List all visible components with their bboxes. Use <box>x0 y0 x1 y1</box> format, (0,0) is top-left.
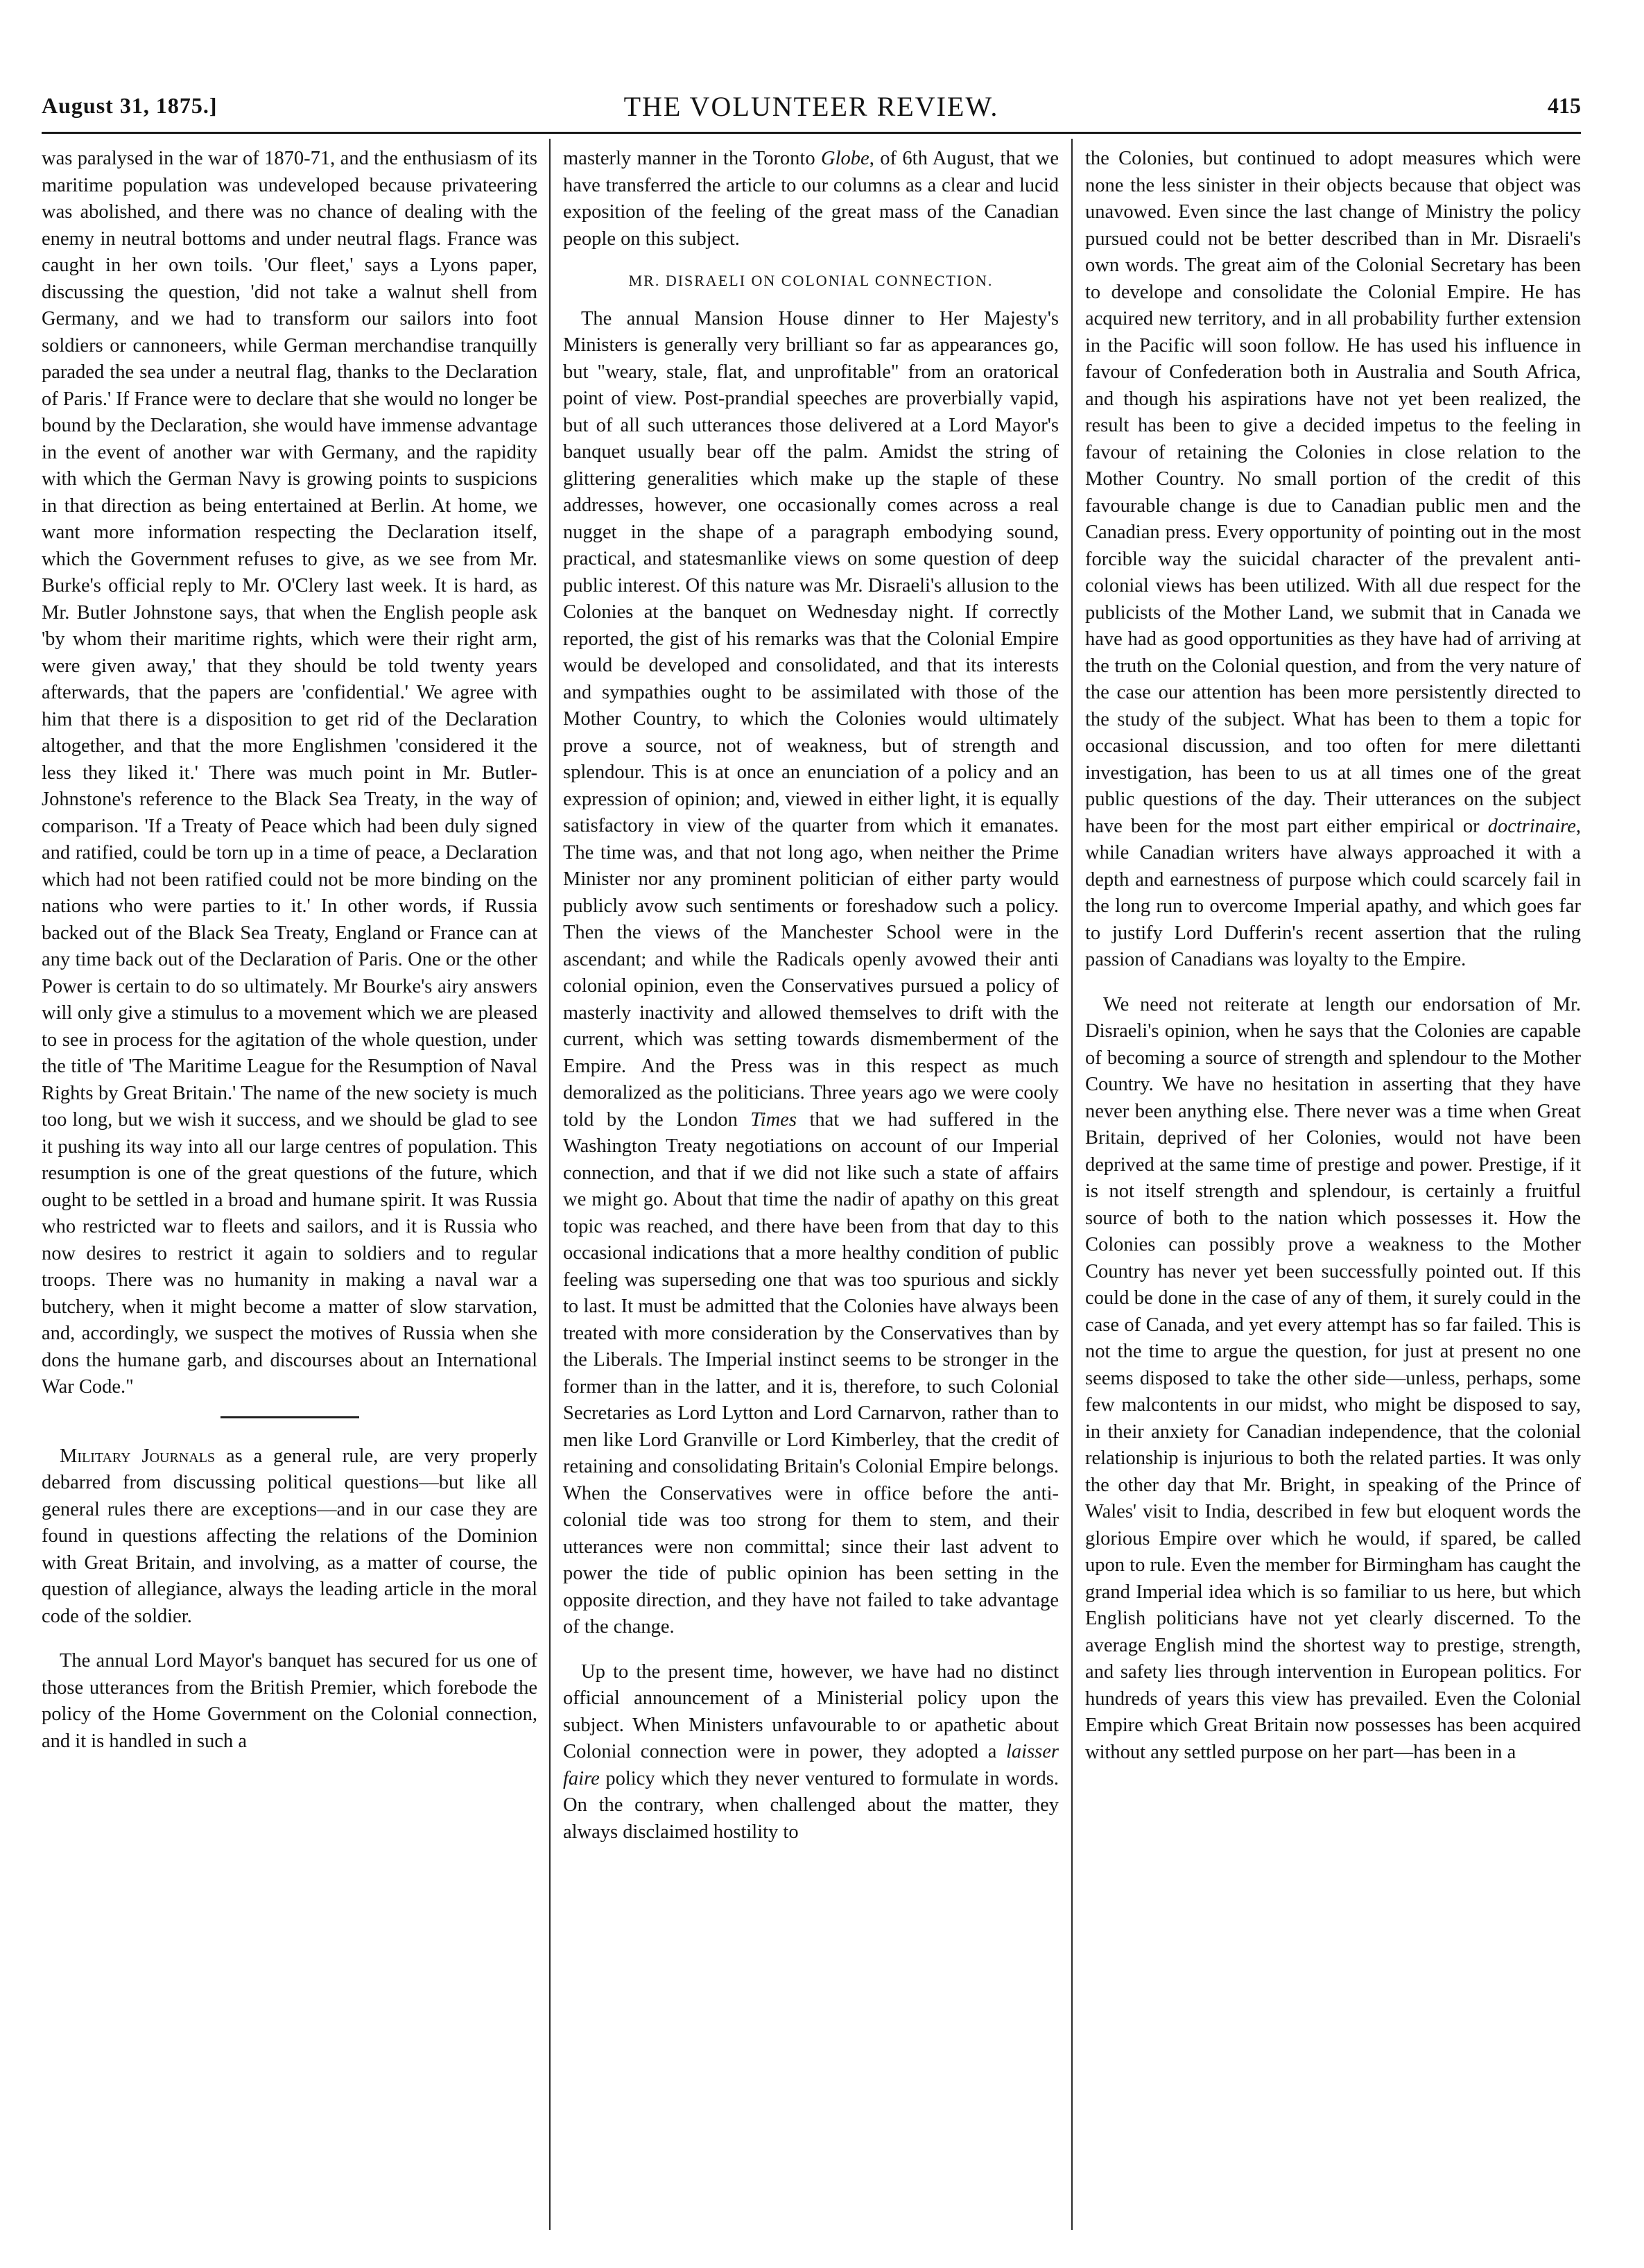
paragraph-text: policy which they never ventured to formulate in words. On the contrary, when challenged about the matter, they always disclaimed hostility to <box>563 1767 1059 1843</box>
paragraph-text: Up to the present time, however, we have had no distinct official announcement of a Ministerial policy upon the subject. When Ministers unfavourable to or apathetic about Colonial connection were in power, they adopted a <box>563 1660 1059 1762</box>
article-paragraph <box>1085 146 1581 974</box>
article-paragraph <box>42 1443 537 1631</box>
paragraph-text: that we had suffered in the Washington Treaty negotiations on account of our Imperial connection, and that if we did not like such a state of affairs we might go. About that time the nadir of apathy on this great topic was reached, and there have been from that day to this occasional indications that a more healthy condition of public feeling was superseding one that was too spurious and sickly to last. It must be admitted that the Colonies have always been treated with more consideration by the Conservatives than by the Liberals. The Imperial instinct seems to be stronger in the former than in the latter, and it is, therefore, to such Colonial Secretaries as Lord Lytton and Lord Carnarvon, rather than to men like Lord Granville or Lord Kimberley, that the credit of retaining and consolidating Britain's Colonial Empire belongs. When the Conservatives were in office before the anti-colonial tide was too strong for them to stem, and their utterances were non committal; since their last advent to power the tide of public opinion has been setting in the opposite direction, and they have not failed to take advantage of the change. <box>563 1108 1059 1638</box>
article-paragraph: was paralysed in the war of 1870-71, and the enthusiasm of its maritime population was undeveloped because privateering was abolished, and there was no chance of dealing with the enemy in neutral bottoms and under neutral flags. France was caught in her own toils. 'Our fleet,' says a Lyons paper, discussing the question, 'did not take a walnut shell from Germany, and we had to transform our sailors into foot soldiers or cannoneers, while German merchandise tranquilly paraded the sea under a neutral flag, thanks to the Declaration of Paris.' If France were to declare that she would no longer be bound by the Declaration, she would have immense advantage in the event of another war with Germany, and the rapidity with which the German Navy is growing points to suspicions in that direction as being entertained at Berlin. At home, we want more information respecting the Declaration itself, which the Government refuses to give, as we see from Mr. Burke's official reply to Mr. O'Clery last week. It is hard, as Mr. Butler Johnstone says, that when the English people ask 'by whom their maritime rights, which were their right arm, were given away,' that they should be told twenty years afterwards, that the papers are 'confidential.' We agree with him that there is a disposition to get rid of the Declaration altogether, and that the more Englishmen 'considered it the less they liked it.' There was much point in Mr. Butler-Johnstone's reference to the Black Sea Treaty, in the way of comparison. 'If a Treaty of Peace which had been duly signed and ratified, could be torn up in a time of peace, a Declaration which had not been ratified could not be more binding on the nations who were parties to it.' In other words, if Russia backed out of the Black Sea Treaty, England or France can at any time back out of the Declaration of Paris. One or the other Power is certain to do so ultimately. Mr Bourke's airy answers will only give a stimulus to a movement which we are pleased to see in process for the agitation of the whole question, under the title of 'The Maritime League for the Resumption of Naval Rights by Great Britain.' The name of the new society is much too long, but we wish it success, and we should be glad to see it pushing its way into all our large centres of population. This resumption is one of the great questions of the future, which ought to be settled in a broad and humane spirit. It was Russia who restricted war to fleets and sailors, and it is Russia who now desires to restrict it again to soldiers and to regular troops. There was no humanity in making a naval war a butchery, when it might become a matter of slow starvation, and, accordingly, we suspect the motives of Russia when she dons the humane garb, and discourses about an International War Code." <box>42 148 537 1398</box>
newspaper-name: Globe <box>821 148 869 169</box>
newspaper-name: Times <box>750 1108 797 1131</box>
paragraph-lead-words: Military Journals <box>60 1445 216 1467</box>
article-subheading: MR. DISRAELI ON COLONIAL CONNECTION. <box>628 272 994 289</box>
paragraph-text: , while Canadian writers have always approached it with a depth and earnestness of purpose which could scarcely fail in the long run to overcome Imperial apathy, and which goes far to justify Lord Dufferin's recent assertion that the ruling passion of Canadians was loyalty to the Empire. <box>1085 815 1581 970</box>
article-paragraph: We need not reiterate at length our endorsation of Mr. Disraeli's opinion, when he says that the Colonies are capable of becoming a source of strength and splendour to the Mother Country. We have no hesitation in asserting that they have never been anything else. There never was a time when Great Britain, deprived of her Colonies, would not have been deprived at the same time of prestige and power. Prestige, if it is not itself strength and splendour, is certainly a fruitful source of both to the nation which possesses it. How the Colonies can possibly prove a weakness to the Mother Country has never yet been successfully pointed out. If this could be done in the case of any of them, it surely could in the case of Canada, and yet every attempt has so far failed. This is not the time to argue the question, for just at present no one seems disposed to take the other side—unless, perhaps, some few malcontents in our midst, who might be disposed to say, in their anxiety for Canadian independence, that the colonial relationship is injurious to both the related parties. It was only the other day that Mr. Bright, in speaking of the Prince of Wales' visit to India, described in few but eloquent words the glorious Empire over which he would, if spared, be called upon to rule. Even the member for Birmingham has caught the grand Imperial idea which is so familiar to us here, but which English politicians have not yet clearly discerned. To the average English mind the shortest way to prestige, strength, and safety lies through intervention in European politics. For hundreds of years this view has prevailed. Even the Colonial Empire which Great Britain now possesses has been acquired without any settled purpose on her part—has been in a <box>1085 993 1581 1763</box>
article-paragraph <box>563 1659 1059 1846</box>
article-paragraph <box>563 146 1059 252</box>
masthead-title: THE VOLUNTEER REVIEW. <box>623 91 999 122</box>
article-paragraph <box>563 306 1059 1641</box>
column-3 <box>1085 146 1581 2226</box>
column-rule <box>1071 139 1073 2230</box>
paragraph-text: as a general rule, are very properly debarred from discussing political questions—but like all general rules there are exceptions—and in our case they are found in questions affecting the relations of the Dominion with Great Britain, and involving, as a matter of course, the question of allegiance, always the leading article in the moral code of the soldier. <box>42 1445 537 1627</box>
column-2 <box>563 146 1059 2226</box>
italic-phrase: doctrinaire <box>1487 815 1576 837</box>
page-header <box>42 87 1581 134</box>
page-number: 415 <box>1548 93 1581 118</box>
paragraph-text: the Colonies, but continued to adopt measures which were none the less sinister in their objects because that object was unavowed. Even since the last change of Ministry the policy pursued could not be better described than in Mr. Disraeli's own words. The great aim of the Colonial Secretary has been to develope and consolidate the Colonial Empire. He has acquired new territory, and in all probability further extension in the Pacific will soon follow. He has used his influence in favour of Confederation both in Australia and South Africa, and though his aspirations have not yet been realized, the result has been to give a decided impetus to the feeling in favour of retaining the Colonies in close relation to the Mother Country. No small portion of the credit of this favourable change is due to Canadian public men and the Canadian press. Every opportunity of pointing out in the most forcible way the suicidal character of the prevalent anti-colonial views has been utilized. With all due respect for the publicists of the Mother Land, we submit that in Canada we have had as good opportunities as they have had of arriving at the truth on the Colonial question, and from the very nature of the case our attention has been more persistently directed to the study of the subject. What has been to them a topic for occasional discussion, and too often for mere dilettanti investigation, has been to us at all times one of the great public questions of the day. Their utterances on the subject have been for the most part either empirical or <box>1085 148 1581 837</box>
column-1 <box>42 146 537 2226</box>
issue-date: August 31, 1875.] <box>42 93 218 118</box>
article-separator <box>220 1416 359 1418</box>
article-paragraph: The annual Lord Mayor's banquet has secured for us one of those utterances from the British Premier, which forebode the policy of the Home Government on the Colonial connection, and it is handled in such a <box>42 1650 537 1752</box>
column-rule <box>549 139 551 2230</box>
paragraph-text: The annual Mansion House dinner to Her Majesty's Ministers is generally very brilliant so far as appearances go, but "weary, stale, flat, and unprofitable" from an oratorical point of view. Post-prandial speeches are proverbially vapid, but of all such utterances those delivered at a Lord Mayor's banquet usually bear off the palm. Amidst the string of glittering generalities which make up the staple of these addresses, however, one occasionally comes across a real nugget in the shape of a paragraph embodying sound, practical, and statesmanlike views on some question of deep public interest. Of this nature was Mr. Disraeli's allusion to the Colonies at the banquet on Wednesday night. If correctly reported, the gist of his remarks was that the Colonial Empire would be developed and consolidated, and that its interests and sympathies ought to be assimilated with those of the Mother Country, to which the Colonies would ultimately prove a source, not of weakness, but of strength and splendour. This is at once an enunciation of a policy and an expression of opinion; and, viewed in either light, it is equally satisfactory in view of the quarter from which it emanates. The time was, and that not long ago, when neither the Prime Minister nor any prominent politician of either party would publicly avow such sentiments or foreshadow such a policy. Then the views of the Manchester School were in the ascendant; and while the Radicals openly avowed their anti colonial opinion, even the Conservatives pursued a policy of masterly inactivity and allowed themselves to drift with the current, which was setting towards dismemberment of the Empire. And the Press was in this respect as much demoralized as the politicians. Three years ago we were cooly told by the London <box>563 307 1059 1131</box>
paragraph-text: , of 6th August, that we have transferred the article to our columns as a clear and lucid exposition of the feeling of the great mass of the Canadian people on this subject. <box>563 148 1059 250</box>
italic-phrase: laisser faire <box>563 1741 1059 1789</box>
paragraph-text: masterly manner in the Toronto <box>563 148 822 169</box>
